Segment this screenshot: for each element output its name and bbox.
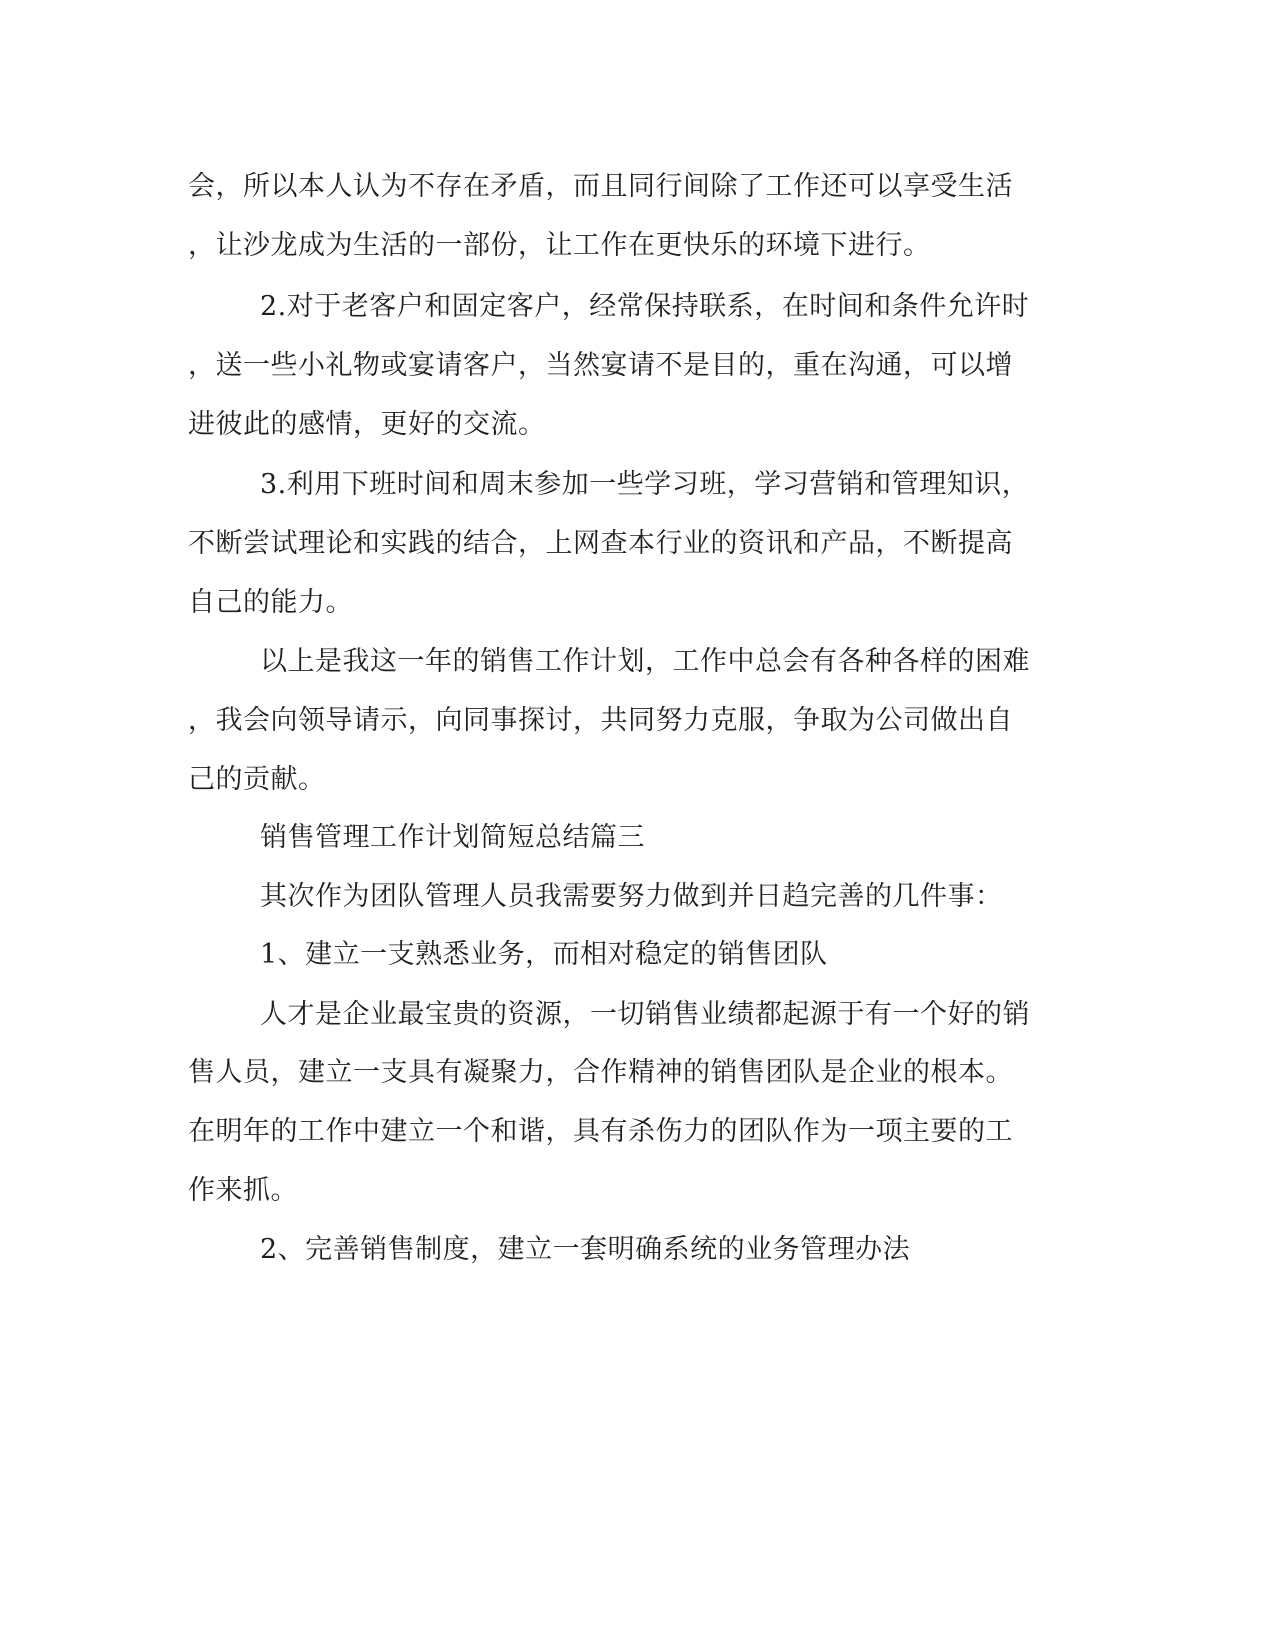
text-line: 3.利用下班时间和周末参加一些学习班，学习营销和管理知识， <box>260 469 1030 500</box>
text-line: 2.对于老客户和固定客户，经常保持联系，在时间和条件允许时 <box>260 291 1030 322</box>
text-line: 会，所以本人认为不存在矛盾，而且同行间除了工作还可以享受生活 <box>188 171 1013 202</box>
text-line: 在明年的工作中建立一个和谐，具有杀伤力的团队作为一项主要的工 <box>188 1116 1013 1147</box>
text-line: 己的贡献。 <box>188 764 326 795</box>
text-line: 作来抓。 <box>188 1175 298 1206</box>
text-line: 1、建立一支熟悉业务，而相对稳定的销售团队 <box>260 939 828 970</box>
text-line: 以上是我这一年的销售工作计划，工作中总会有各种各样的困难 <box>260 646 1030 677</box>
text-line: 自己的能力。 <box>188 587 353 618</box>
text-line: 其次作为团队管理人员我需要努力做到并日趋完善的几件事： <box>260 881 1003 912</box>
text-line: 不断尝试理论和实践的结合，上网查本行业的资讯和产品，不断提高 <box>188 528 1013 559</box>
text-line: 进彼此的感情，更好的交流。 <box>188 409 546 440</box>
text-line: ，让沙龙成为生活的一部份，让工作在更快乐的环境下进行。 <box>188 230 931 261</box>
section-heading: 销售管理工作计划简短总结篇三 <box>260 822 645 853</box>
text-line: 售人员，建立一支具有凝聚力，合作精神的销售团队是企业的根本。 <box>188 1057 1013 1088</box>
text-line: 2、完善销售制度，建立一套明确系统的业务管理办法 <box>260 1234 911 1265</box>
text-line: ，送一些小礼物或宴请客户，当然宴请不是目的，重在沟通，可以增 <box>188 350 1013 381</box>
text-line: ，我会向领导请示，向同事探讨，共同努力克服，争取为公司做出自 <box>188 705 1013 736</box>
text-line: 人才是企业最宝贵的资源，一切销售业绩都起源于有一个好的销 <box>260 999 1030 1030</box>
